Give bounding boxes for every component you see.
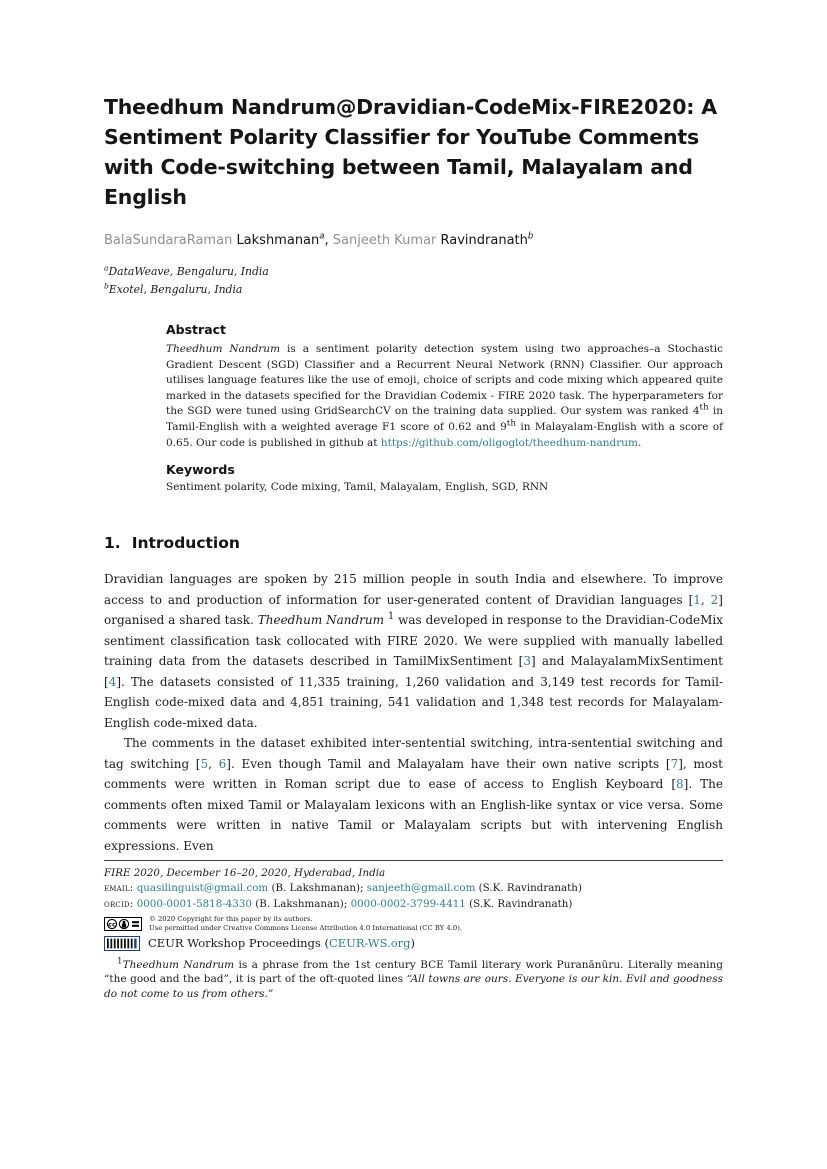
- keywords-heading: Keywords: [166, 462, 235, 478]
- external-link[interactable]: CEUR-WS.org: [328, 936, 411, 951]
- citation-link[interactable]: 2: [710, 592, 719, 607]
- citation-link[interactable]: 1: [693, 592, 701, 607]
- ceur-row: [104, 936, 723, 951]
- page-content: [104, 0, 723, 856]
- citation-link[interactable]: 8: [676, 777, 684, 792]
- abstract-block: [104, 322, 723, 494]
- paragraph-1: Dravidian languages are spoken by 215 million people in south India and elsewhere. To improve access to and production of information for user-generated content of Dravidian languages [1, 2] organised a shared task. Theedhum Nandrum $^1$ was developed in response to the Dravidian-CodeMix sentiment classification task collocated with FIRE 2020. We were supplied with manually labelled training data from the datasets described in TamilMixSentiment [3] and MalayalamMixSentiment [4]. The datasets consisted of 11,335 training, 1,260 validation and 3,149 test records for Tamil-English code-mixed data and 4,851 training, 541 validation and 1,348 test records for Malayalam-English code-mixed data.: [104, 572, 723, 730]
- affiliations: [104, 263, 723, 298]
- email-line: [104, 882, 723, 896]
- conference-line: FIRE 2020, December 16–20, 2020, Hyderabad, India: [104, 867, 386, 879]
- citation-link[interactable]: 6: [218, 756, 227, 771]
- authors-line: BalaSundaraRaman Lakshmanan$^a$, Sanjeeth Kumar Ravindranath$^b$: [104, 231, 534, 248]
- affiliation-b: $^b$Exotel, Bengaluru, India: [104, 280, 243, 296]
- svg-text:cc: cc: [108, 920, 116, 929]
- external-link[interactable]: quasilinguist@gmail.com: [136, 882, 269, 894]
- external-link[interactable]: 0000-0002-3799-4411: [350, 897, 466, 910]
- external-link[interactable]: 0000-0001-5818-4330: [136, 897, 252, 910]
- orcid-label: orcid:: [104, 897, 134, 910]
- citation-link[interactable]: 7: [670, 756, 679, 771]
- cc-by-license-badge-icon[interactable]: [104, 917, 142, 931]
- footer-rule: [104, 860, 723, 861]
- citation-link[interactable]: 4: [108, 674, 117, 689]
- abstract-body: Theedhum Nandrum is a sentiment polarity detection system using two approaches–a Stochastic Gradient Descent (SGD) Classifier and a Recurrent Neural Network (RNN) Classifier. Our approach utilises language features like the use of emoji, choice of scripts and code mixing which appeared quite marked in the datasets specified for the Dravidian Codemix - FIRE 2020 task. The hyperparameters for the SGD were tuned using GridSearchCV on the training data supplied. Our system was ranked 4th in Tamil-English with a weighted average F1 score of 0.62 and 9th in Malayalam-English with a score of 0.65. Our code is published in github at https://github.com/oligoglot/theedhum-nandrum.: [166, 343, 723, 449]
- copyright-text-block: [149, 915, 462, 933]
- external-link[interactable]: https://github.com/oligoglot/theedhum-nandrum: [380, 436, 639, 449]
- license-row: [104, 915, 723, 933]
- paper-title: Theedhum Nandrum@Dravidian-CodeMix-FIRE2020: A Sentiment Polarity Classifier for YouTube Comments with Code-switching between Tamil, Malayalam and English: [104, 95, 717, 209]
- external-link[interactable]: sanjeeth@gmail.com: [366, 882, 476, 894]
- ceur-proceedings-line: CEUR Workshop Proceedings (CEUR-WS.org): [148, 936, 415, 951]
- affiliation-a: $^a$DataWeave, Bengaluru, India: [104, 263, 269, 278]
- abstract-heading: Abstract: [166, 322, 227, 337]
- orcid-line: [104, 898, 723, 912]
- section-heading-introduction: [104, 534, 723, 552]
- orcid-values: 0000-0001-5818-4330 (B. Lakshmanan); 0000-0002-3799-4411 (S.K. Ravindranath): [136, 897, 573, 910]
- section-title: Introduction: [131, 534, 240, 553]
- section-number: 1.: [104, 534, 121, 553]
- first-page-footer: [104, 860, 723, 1002]
- copyright-line: © 2020 Copyright for this paper by its authors.: [149, 915, 313, 923]
- citation-link[interactable]: 5: [200, 756, 209, 771]
- license-line: Use permitted under Creative Commons License Attribution 4.0 International (CC BY 4.0).: [149, 923, 463, 932]
- footnote-1: $^1$Theedhum Nandrum is a phrase from the 1st century BCE Tamil literary work Puranānūru. Literally meaning “the good and the bad”, it is part of the oft-quoted lines “All towns are ours. Everyone is our kin. Evil and goodness do not come to us from others.”: [104, 956, 724, 1001]
- paragraph-2: The comments in the dataset exhibited inter-sentential switching, intra-sentential switching and tag switching [5, 6]. Even though Tamil and Malayalam have their own native scripts [7], most comments were written in Roman script due to ease of access to English Keyboard [8]. The comments often mixed Tamil or Malayalam lexicons with an English-like syntax or vice versa. Some comments were written in native Tamil or Malayalam scripts but with intervening English expressions. Even: [104, 736, 723, 853]
- email-values: quasilinguist@gmail.com (B. Lakshmanan); sanjeeth@gmail.com (S.K. Ravindranath): [136, 882, 582, 894]
- citation-link[interactable]: 3: [523, 654, 531, 669]
- ceur-ws-logo-icon[interactable]: [104, 936, 140, 951]
- keywords-list: Sentiment polarity, Code mixing, Tamil, Malayalam, English, SGD, RNN: [166, 481, 549, 494]
- email-label: email:: [104, 882, 134, 894]
